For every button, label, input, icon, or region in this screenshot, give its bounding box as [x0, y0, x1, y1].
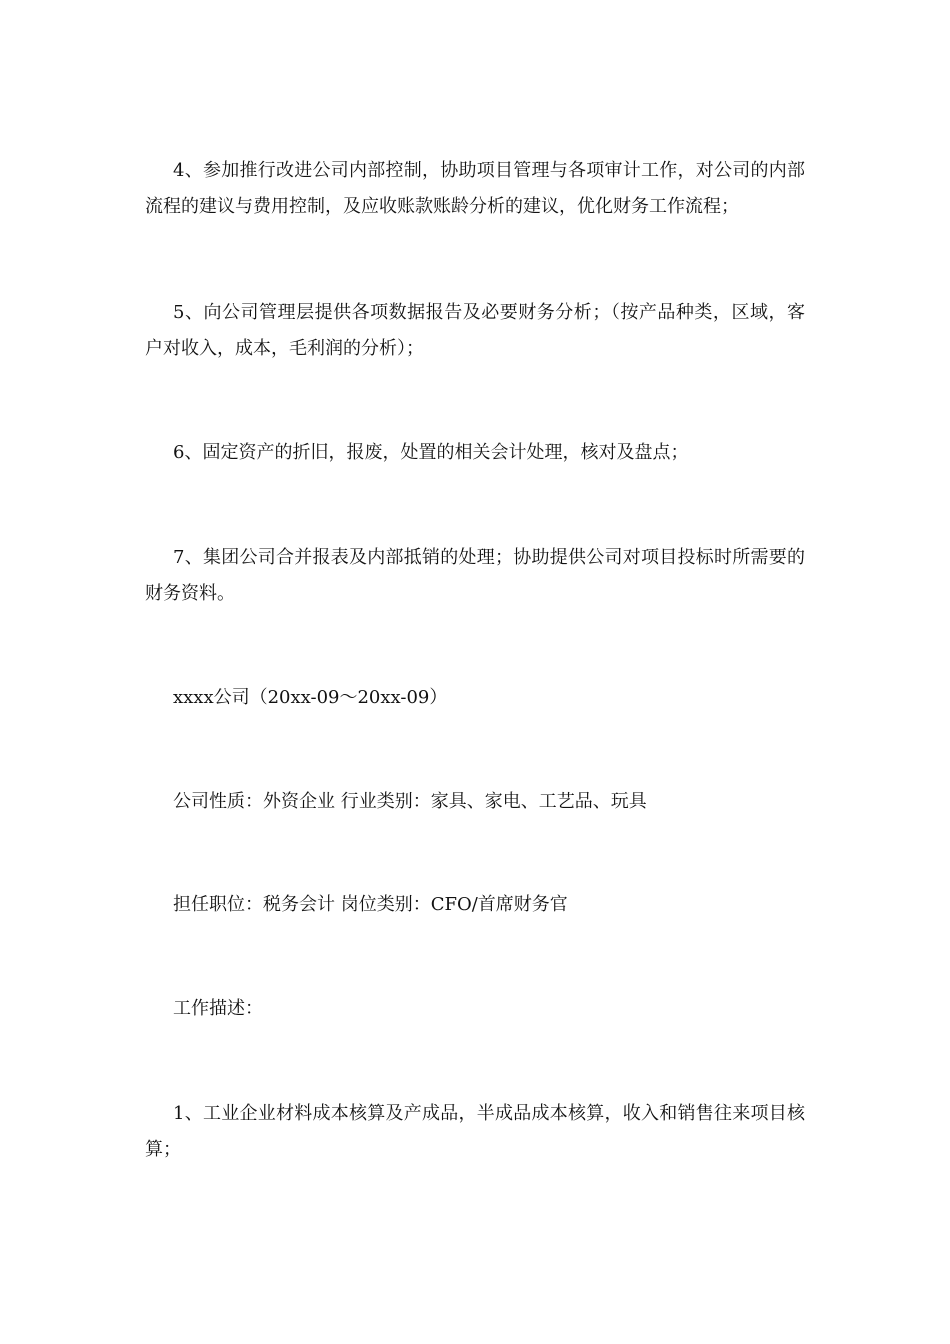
- job-position: 担任职位：税务会计 岗位类别：CFO/首席财务官: [173, 894, 568, 915]
- duty-item-6: 6、固定资产的折旧，报废，处置的相关会计处理，核对及盘点；: [173, 442, 689, 463]
- duty-item-1: 1、工业企业材料成本核算及产成品，半成品成本核算，收入和销售往来项目核算；: [145, 1103, 805, 1160]
- duty-item-4: 4、参加推行改进公司内部控制，协助项目管理与各项审计工作，对公司的内部流程的建议与费用控制，及应收账款账龄分析的建议，优化财务工作流程；: [145, 160, 805, 217]
- company-heading: xxxx公司（20xx-09～20xx-09）: [173, 687, 448, 708]
- job-description-label: 工作描述：: [173, 998, 263, 1019]
- duty-item-5: 5、向公司管理层提供各项数据报告及必要财务分析；（按产品种类，区域，客户对收入，成本，毛利润的分析）；: [145, 302, 805, 359]
- company-nature: 公司性质：外资企业 行业类别：家具、家电、工艺品、玩具: [173, 791, 647, 812]
- duty-item-7: 7、集团公司合并报表及内部抵销的处理；协助提供公司对项目投标时所需要的财务资料。: [145, 547, 805, 604]
